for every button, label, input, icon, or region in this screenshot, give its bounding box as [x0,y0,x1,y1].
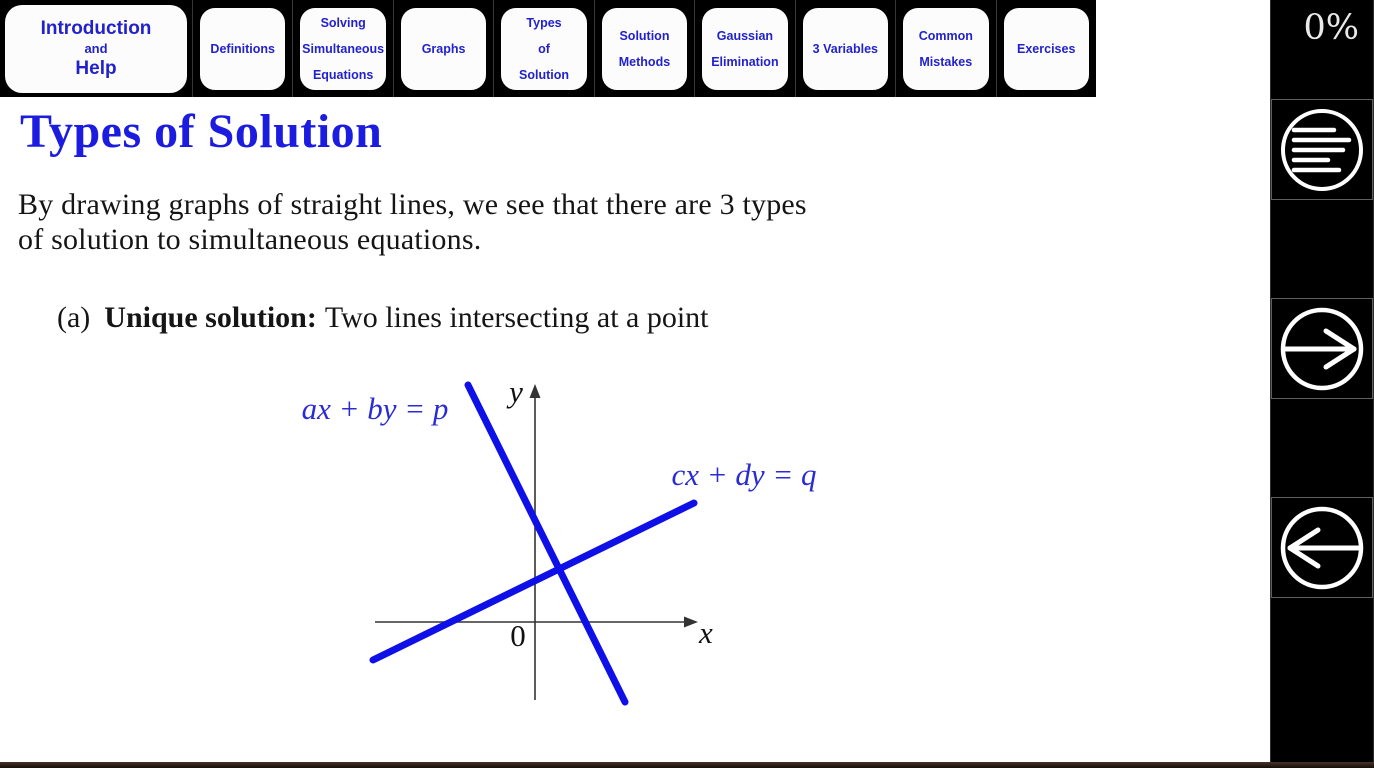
nav-tab-label: 3 Variables [812,41,878,56]
nav-cell-introduction-help [0,0,193,97]
right-sidebar [1270,0,1374,768]
previous-page-button[interactable] [1271,497,1373,598]
nav-tab-label: Definitions [210,41,276,56]
nav-cell-solution-methods [595,0,695,97]
left-arrow-icon [1276,502,1368,594]
nav-tab-types-of-solution[interactable] [501,8,586,90]
x-axis-arrowhead-icon [684,617,698,628]
nav-tab-label: Equations [312,67,374,82]
line1-equation-label: ax + by = p [301,391,449,426]
nav-tab-label: Solution [619,28,670,43]
item-a-term: Unique solution: [104,301,317,334]
next-page-button[interactable] [1271,298,1373,399]
paragraph-line-1: By drawing graphs of straight lines, we see that there are 3 types [18,188,807,221]
nav-tab-solution-methods[interactable] [602,8,687,90]
item-a [57,301,709,335]
nav-tab-label: Gaussian [716,28,774,43]
nav-cell-exercises [997,0,1096,97]
nav-tab-gaussian-elimination[interactable] [702,8,787,90]
nav-cell-graphs [394,0,494,97]
nav-tab-label: Methods [618,54,671,69]
line-cx-dy-q [373,503,694,660]
nav-tab-label: Types [526,15,562,30]
nav-tab-label: Solving [320,15,366,30]
nav-tab-definitions[interactable] [200,8,285,90]
nav-tab-label: Solution [519,67,570,82]
y-axis-label: y [509,374,523,409]
item-a-marker: (a) [57,301,91,334]
top-navbar [0,0,1096,97]
progress-label: 0% [1303,8,1359,48]
right-arrow-icon [1276,303,1368,395]
nav-tab-common-mistakes[interactable] [903,8,988,90]
nav-tab-label: Introduction [40,17,152,39]
menu-icon [1276,104,1368,196]
paragraph-line-2: of solution to simultaneous equations. [18,223,482,256]
nav-cell-types-of-solution [494,0,594,97]
nav-tab-label: Help [75,57,117,79]
nav-tab-3-variables[interactable] [803,8,888,90]
nav-tab-label: Graphs [421,41,466,56]
line-ax-by-p [468,385,625,702]
nav-tab-label: Elimination [711,54,779,69]
nav-tab-label: Common [918,28,973,43]
nav-tab-exercises[interactable] [1004,8,1089,90]
nav-cell-definitions [193,0,293,97]
bottom-progress-bar [0,762,1374,768]
item-a-description: Two lines intersecting at a point [324,301,709,334]
x-axis-label: x [699,615,713,650]
nav-cell-3-variables [796,0,896,97]
intersecting-lines-figure [280,372,850,707]
nav-tab-solving-simultaneous-equations[interactable] [300,8,385,90]
line2-equation-label: cx + dy = q [671,457,817,492]
nav-tab-graphs[interactable] [401,8,486,90]
nav-tab-label: Simultaneous [302,41,385,56]
page-title: Types of Solution [20,105,383,158]
nav-cell-common-mistakes [896,0,996,97]
origin-label: 0 [510,618,526,653]
nav-tab-introduction-help[interactable] [5,5,187,93]
nav-cell-gaussian-elimination [695,0,795,97]
y-axis-arrowhead-icon [530,384,541,398]
contents-menu-button[interactable] [1271,99,1373,200]
nav-tab-label: Exercises [1017,41,1076,56]
nav-tab-label: Mistakes [919,54,973,69]
nav-tab-label: and [84,40,108,56]
nav-cell-solving-simultaneous-equations [293,0,393,97]
nav-tab-label: of [538,41,550,56]
